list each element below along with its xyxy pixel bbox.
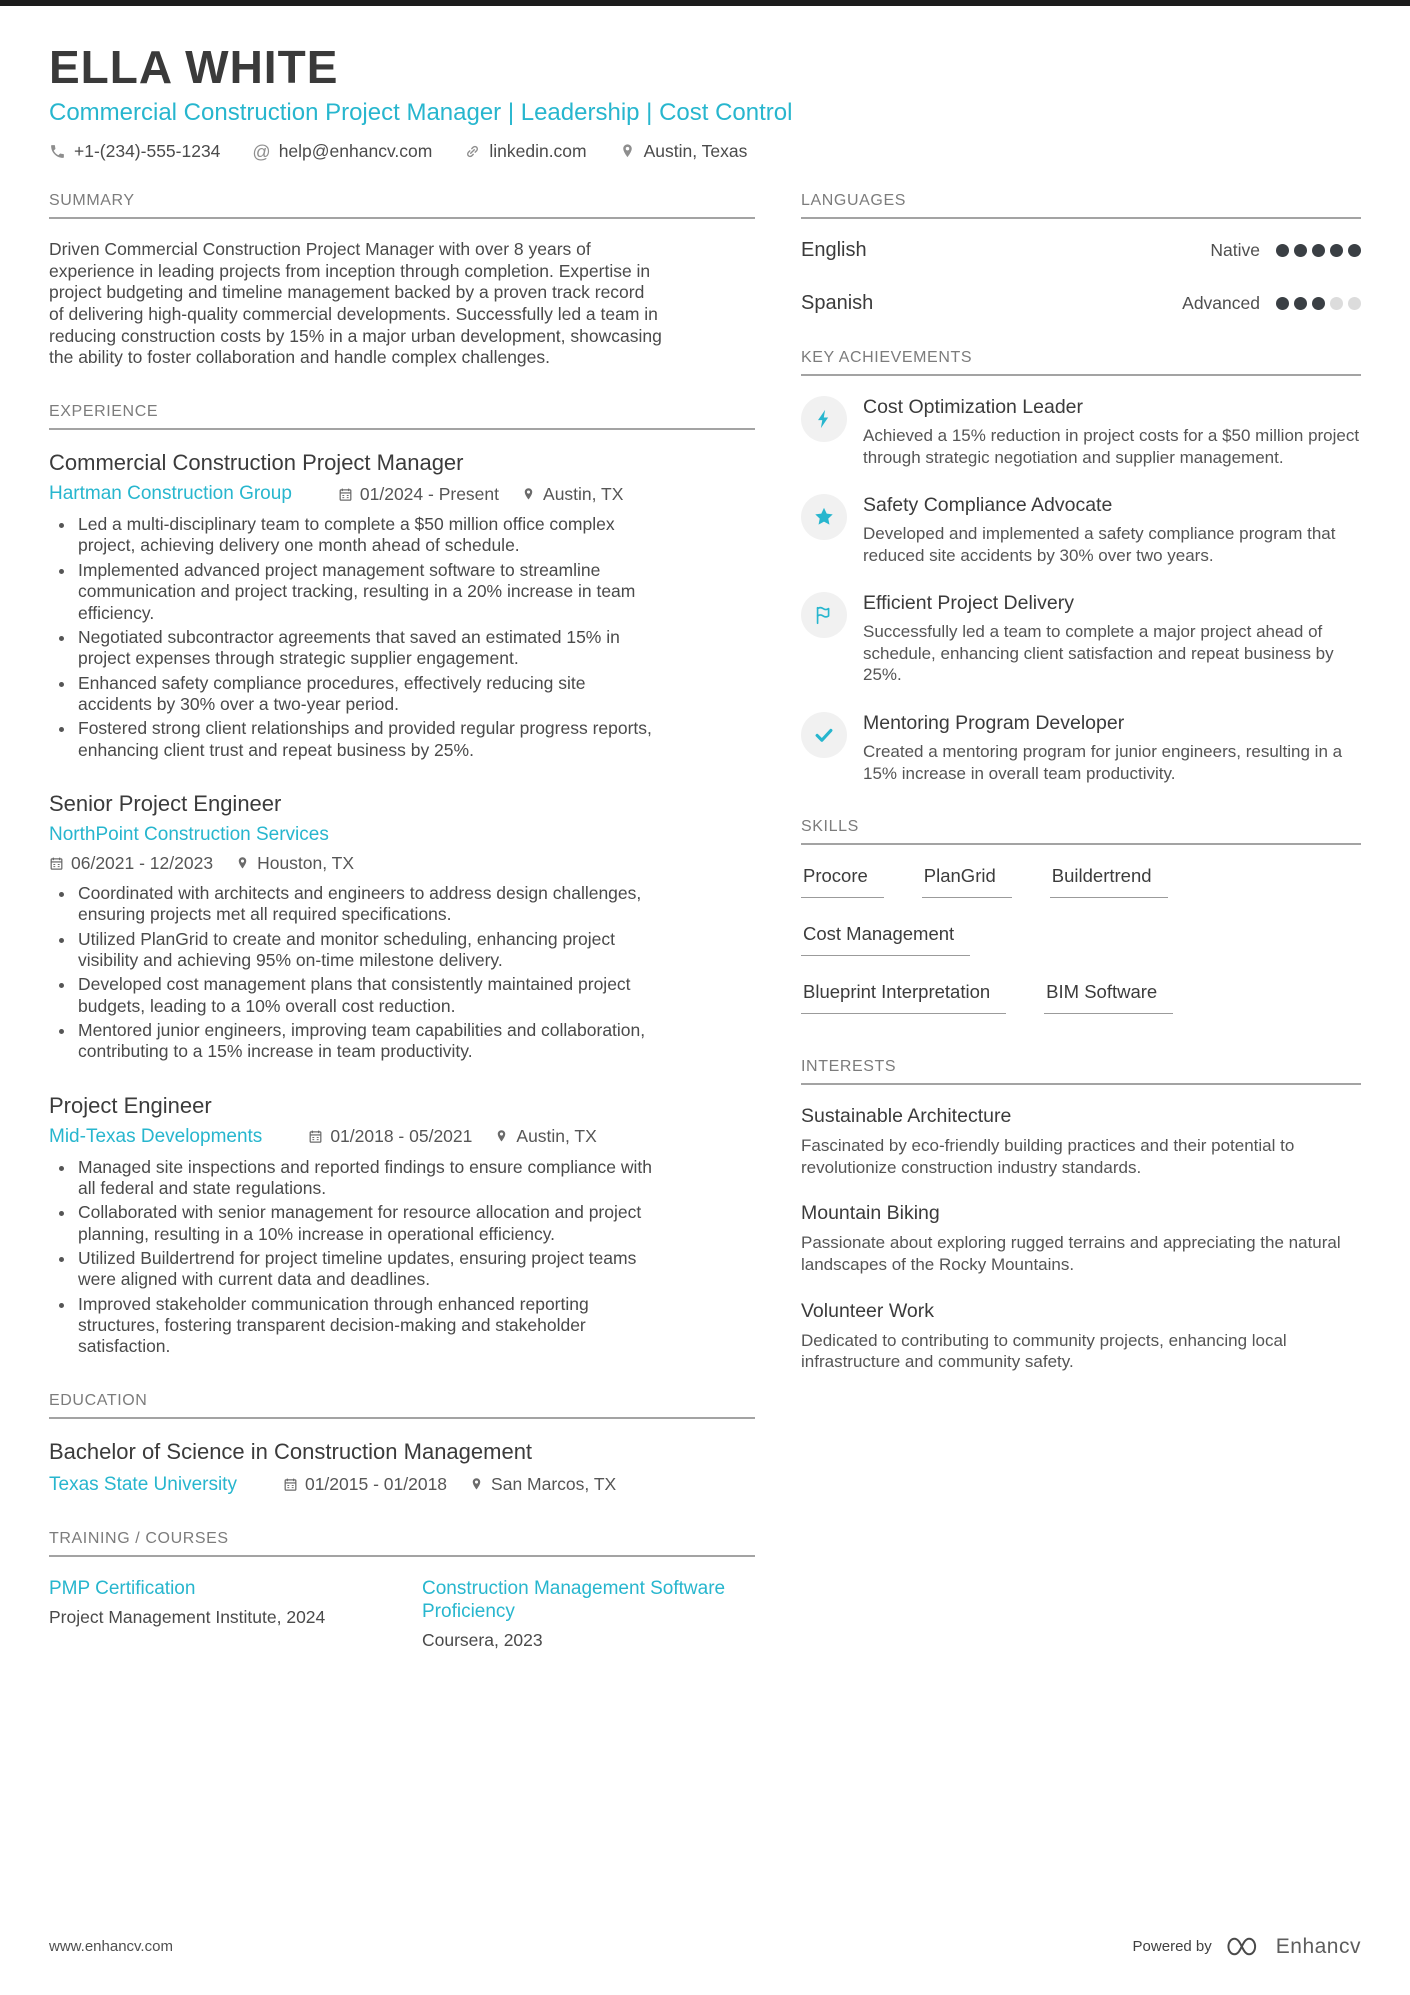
achievement-item: [801, 396, 1361, 468]
experience-bullet: • Utilized PlanGrid to create and monitor scheduling, enhancing project visibility and achieving 95% on-time milestone delivery.: [76, 929, 663, 972]
achievement-item: [801, 494, 1361, 566]
calendar-icon: [338, 487, 353, 502]
skills-row: [801, 923, 1361, 956]
interest-item: [801, 1105, 1361, 1178]
job-location-text: Austin, TX: [543, 483, 624, 504]
education-location-text: San Marcos, TX: [491, 1474, 617, 1495]
skills-row: [801, 981, 1361, 1014]
achievements-list: [801, 396, 1361, 784]
job-title: Senior Project Engineer: [49, 790, 282, 816]
resume-body: [0, 192, 1410, 1652]
achievements-heading: KEY ACHIEVEMENTS: [801, 349, 1361, 376]
languages-list: [801, 239, 1361, 315]
language-rating-dots: [1276, 244, 1361, 257]
enhancv-logo-icon[interactable]: [1224, 1934, 1264, 1959]
contact-email[interactable]: [252, 141, 432, 162]
interests-heading: INTERESTS: [801, 1058, 1361, 1085]
degree-title: Bachelor of Science in Construction Management: [49, 1438, 533, 1464]
language-name: English: [801, 239, 867, 261]
contact-phone: [49, 141, 220, 162]
experience-bullet: • Negotiated subcontractor agreements that saved an estimated 15% in project expenses through strategic supplier engagement.: [76, 627, 663, 670]
experience-bullet: • Utilized Buildertrend for project timeline updates, ensuring project teams were aligned with current data and deadlines.: [76, 1248, 663, 1291]
courses-list: [49, 1577, 755, 1652]
candidate-headline: Commercial Construction Project Manager | Leadership | Cost Control: [49, 99, 793, 126]
skills-heading: SKILLS: [801, 818, 1361, 845]
training-section: [49, 1530, 755, 1652]
skill-tag: BIM Software: [1044, 981, 1173, 1014]
skill-tag: Cost Management: [801, 923, 970, 956]
job-dates-text: 06/2021 - 12/2023: [71, 852, 214, 873]
experience-bullet: • Implemented advanced project management software to streamline communication and project tracking, resulting in a 20% increase in team efficiency.: [76, 560, 663, 624]
calendar-icon: [283, 1477, 298, 1492]
company-name: NorthPoint Construction Services: [49, 823, 329, 845]
interest-title: Volunteer Work: [801, 1299, 934, 1322]
achievement-item: [801, 712, 1361, 784]
interests-section: [801, 1058, 1361, 1372]
summary-section: [49, 192, 755, 369]
at-icon: @: [252, 141, 271, 162]
achievement-description: Developed and implemented a safety compliance program that reduced site accidents by 30% over two years.: [863, 524, 1336, 565]
contact-row: [49, 141, 1361, 162]
resume-header: [0, 6, 1410, 162]
skill-tag: Procore: [801, 865, 884, 898]
skills-row: [801, 865, 1361, 898]
rating-dot-filled: [1312, 244, 1325, 257]
experience-bullet: • Led a multi-disciplinary team to complete a $50 million office complex project, achieving delivery one month ahead of schedule.: [76, 514, 663, 557]
rating-dot-filled: [1312, 297, 1325, 310]
experience-jobs: [49, 450, 755, 1358]
language-row: [801, 239, 1361, 262]
experience-bullet: • Collaborated with senior management for resource allocation and project planning, resulting in a 10% increase in operational efficiency.: [76, 1202, 663, 1245]
training-heading: TRAINING / COURSES: [49, 1530, 755, 1557]
job-bullets: [49, 883, 663, 1063]
location-text: Austin, Texas: [643, 141, 748, 161]
job-location: [521, 484, 623, 505]
achievement-item: [801, 592, 1361, 686]
footer-site-link[interactable]: www.enhancv.com: [49, 1938, 173, 1955]
experience-bullet: • Improved stakeholder communication through enhanced reporting structures, fostering transparent decision-making and stakeholder satisfaction.: [76, 1294, 663, 1358]
phone-icon: [49, 143, 66, 160]
education-dates: [283, 1474, 447, 1495]
course-entry: [49, 1577, 382, 1652]
left-column: [49, 192, 755, 1652]
location-pin-icon: [521, 487, 536, 502]
skill-tag: Blueprint Interpretation: [801, 981, 1006, 1014]
course-title: Construction Management Software Proficiency: [422, 1577, 726, 1622]
powered-by-group[interactable]: [1133, 1934, 1361, 1959]
calendar-icon: [49, 856, 64, 871]
enhancv-brand-name[interactable]: Enhancv: [1275, 1934, 1361, 1958]
language-level: Native: [1210, 240, 1260, 260]
languages-section: [801, 192, 1361, 315]
page-footer: [0, 1934, 1410, 1995]
linkedin-link[interactable]: linkedin.com: [489, 141, 587, 161]
job-bullets: [49, 514, 663, 761]
rating-dot-filled: [1294, 297, 1307, 310]
experience-entry: [49, 1093, 755, 1358]
job-location-text: Houston, TX: [257, 852, 355, 873]
location-pin-icon: [235, 856, 250, 871]
job-location: [494, 1126, 596, 1147]
right-column: [801, 192, 1361, 1652]
rating-dot-filled: [1294, 244, 1307, 257]
location-pin-icon: [619, 143, 636, 160]
location-pin-icon: [494, 1129, 509, 1144]
language-name: Spanish: [801, 292, 874, 314]
location-pin-icon: [469, 1477, 484, 1492]
education-location: [469, 1474, 616, 1495]
job-location: [235, 853, 354, 874]
job-bullets: [49, 1157, 663, 1358]
language-level: Advanced: [1182, 293, 1260, 313]
email-address[interactable]: help@enhancv.com: [278, 141, 433, 161]
interest-title: Sustainable Architecture: [801, 1105, 1012, 1128]
language-rating-dots: [1276, 297, 1361, 310]
education-heading: EDUCATION: [49, 1392, 755, 1419]
experience-bullet: • Mentored junior engineers, improving team capabilities and collaboration, contributing to a 15% increase in team productivity.: [76, 1020, 663, 1063]
rating-dot-empty: [1330, 297, 1343, 310]
candidate-name: ELLA WHITE: [49, 41, 339, 93]
rating-dot-empty: [1348, 297, 1361, 310]
job-dates: [49, 853, 213, 874]
achievement-title: Safety Compliance Advocate: [863, 494, 1113, 517]
job-title: Commercial Construction Project Manager: [49, 450, 464, 476]
experience-entry: [49, 791, 755, 1063]
achievements-section: [801, 349, 1361, 784]
company-name: Mid-Texas Developments: [49, 1125, 263, 1147]
calendar-icon: [308, 1129, 323, 1144]
course-title: PMP Certification: [49, 1577, 196, 1599]
job-dates-text: 01/2018 - 05/2021: [330, 1126, 473, 1147]
education-entry: [49, 1439, 755, 1496]
contact-link[interactable]: [464, 141, 586, 162]
powered-by-label: Powered by: [1132, 1938, 1212, 1955]
languages-heading: LANGUAGES: [801, 192, 1361, 219]
summary-text: Driven Commercial Construction Project Manager with over 8 years of experience in leading projects from inception through completion. Expertise in project budgeting and timeline management backed by a proven track record of delivering high-quality commercial developments. Successfully led a team in reducing construction costs by 15% in a major urban development, showcasing the ability to foster collaboration and handle complex challenges.: [49, 239, 662, 368]
interest-description: Fascinated by eco-friendly building practices and their potential to revolutionize construction industry standards.: [801, 1136, 1295, 1177]
interest-item: [801, 1202, 1361, 1275]
lightning-icon: [801, 396, 847, 442]
rating-dot-filled: [1276, 297, 1289, 310]
job-dates: [308, 1126, 472, 1147]
achievement-description: Achieved a 15% reduction in project costs for a $50 million project through strategic negotiation and supplier management.: [863, 426, 1360, 467]
job-location-text: Austin, TX: [516, 1126, 597, 1147]
skills-list: [801, 865, 1361, 1014]
language-row: [801, 292, 1361, 315]
achievement-title: Efficient Project Delivery: [863, 592, 1074, 615]
check-icon: [801, 712, 847, 758]
job-title: Project Engineer: [49, 1092, 212, 1118]
experience-bullet: • Coordinated with architects and engineers to address design challenges, ensuring projects met all required specifications.: [76, 883, 663, 926]
rating-dot-filled: [1348, 244, 1361, 257]
achievement-title: Cost Optimization Leader: [863, 396, 1084, 418]
experience-entry: [49, 450, 755, 761]
course-provider: Project Management Institute, 2024: [49, 1606, 326, 1627]
experience-heading: EXPERIENCE: [49, 403, 755, 430]
rating-dot-filled: [1276, 244, 1289, 257]
link-icon: [464, 143, 481, 160]
course-provider: Coursera, 2023: [422, 1630, 543, 1651]
phone-number: +1-(234)-555-1234: [74, 141, 221, 161]
experience-bullet: • Fostered strong client relationships and provided regular progress reports, enhancing client trust and repeat business by 25%.: [76, 718, 663, 761]
contact-location: [619, 141, 748, 162]
achievement-description: Created a mentoring program for junior engineers, resulting in a 15% increase in overall team productivity.: [863, 742, 1343, 783]
experience-bullet: • Enhanced safety compliance procedures, effectively reducing site accidents by 30% over a two-year period.: [76, 673, 663, 716]
education-dates-text: 01/2015 - 01/2018: [304, 1474, 448, 1495]
flag-icon: [801, 592, 847, 638]
interests-list: [801, 1105, 1361, 1372]
rating-dot-filled: [1330, 244, 1343, 257]
skill-tag: Buildertrend: [1050, 865, 1168, 898]
summary-heading: SUMMARY: [49, 192, 755, 219]
star-icon: [801, 494, 847, 540]
experience-bullet: • Developed cost management plans that consistently maintained project budgets, leading to a 10% overall cost reduction.: [76, 974, 663, 1017]
interest-item: [801, 1300, 1361, 1373]
skills-section: [801, 818, 1361, 1014]
company-name: Hartman Construction Group: [49, 483, 292, 505]
course-entry: [422, 1577, 755, 1652]
job-dates: [338, 484, 499, 505]
interest-title: Mountain Biking: [801, 1202, 940, 1225]
school-name: Texas State University: [49, 1473, 237, 1495]
skill-tag: PlanGrid: [922, 865, 1012, 898]
experience-section: [49, 403, 755, 1358]
interest-description: Dedicated to contributing to community projects, enhancing local infrastructure and community safety.: [801, 1330, 1287, 1372]
job-dates-text: 01/2024 - Present: [359, 483, 500, 504]
education-section: [49, 1392, 755, 1496]
experience-bullet: • Managed site inspections and reported findings to ensure compliance with all federal and state regulations.: [76, 1157, 663, 1200]
achievement-title: Mentoring Program Developer: [863, 712, 1125, 735]
interest-description: Passionate about exploring rugged terrains and appreciating the natural landscapes of the Rocky Mountains.: [801, 1233, 1341, 1274]
achievement-description: Successfully led a team to complete a major project ahead of schedule, enhancing client satisfaction and repeat business by 25%.: [863, 622, 1334, 685]
